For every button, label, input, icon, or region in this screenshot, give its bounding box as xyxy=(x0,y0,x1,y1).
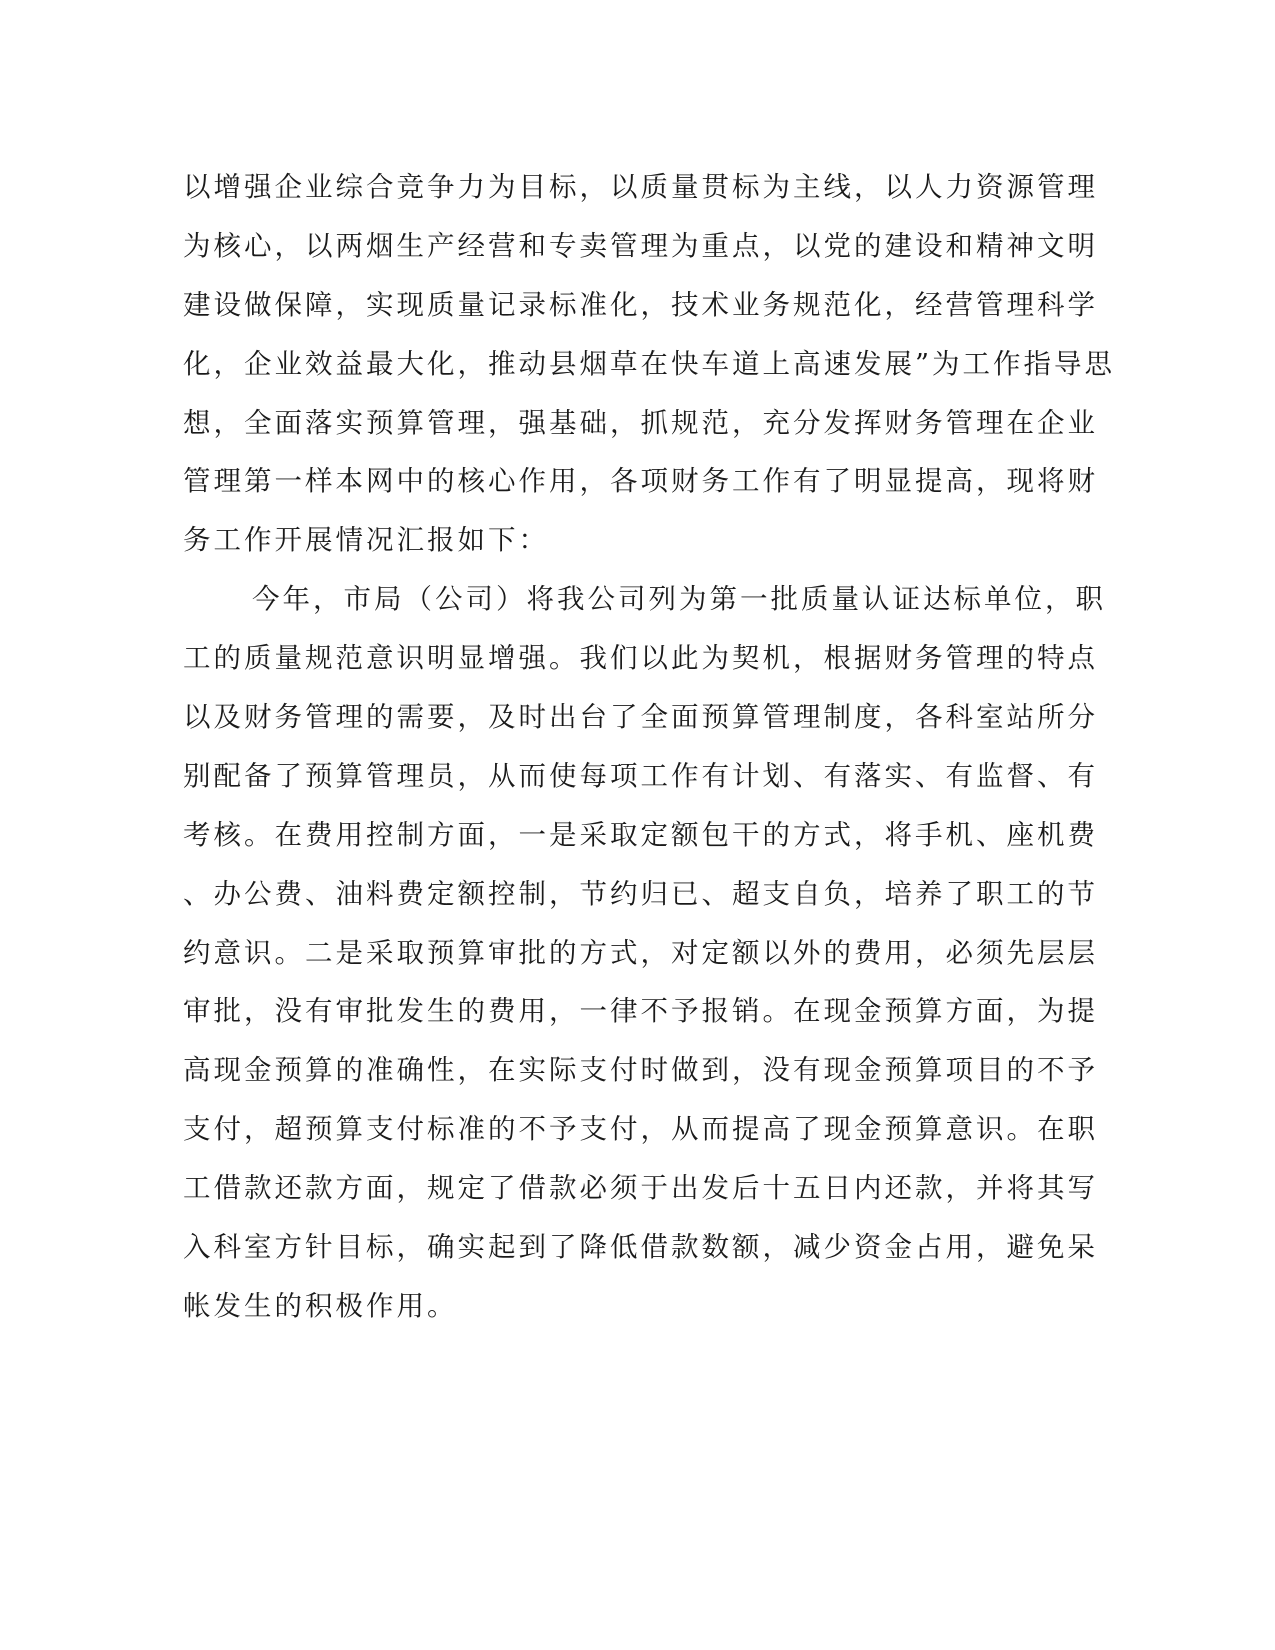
text-line: 以增强企业综合竞争力为目标，以质量贯标为主线，以人力资源管理 xyxy=(183,171,1098,203)
text-line: 入科室方针目标，确实起到了降低借款数额，减少资金占用，避免呆 xyxy=(183,1231,1098,1264)
paragraph-2 xyxy=(183,570,1106,1336)
text-line: 管理第一样本网中的核心作用，各项财务工作有了明显提高，现将财 xyxy=(183,465,1098,498)
text-line: 以及财务管理的需要，及时出台了全面预算管理制度，各科室站所分 xyxy=(183,701,1098,734)
text-line: 为核心，以两烟生产经营和专卖管理为重点，以党的建设和精神文明 xyxy=(183,229,1098,262)
text-line-indented: 今年，市局（公司）将我公司列为第一批质量认证达标单位，职 xyxy=(252,583,1106,616)
text-line: 务工作开展情况汇报如下： xyxy=(183,524,549,557)
text-line: 化，企业效益最大化，推动县烟草在快车道上高速发展”为工作指导思 xyxy=(183,347,1116,380)
text-line: 帐发生的积极作用。 xyxy=(183,1289,458,1322)
paragraph-1 xyxy=(183,158,1116,570)
text-line: 、办公费、油料费定额控制，节约归已、超支自负，培养了职工的节 xyxy=(183,877,1098,910)
text-line: 工借款还款方面，规定了借款必须于出发后十五日内还款，并将其写 xyxy=(183,1172,1098,1205)
text-line: 建设做保障，实现质量记录标准化，技术业务规范化，经营管理科学 xyxy=(183,288,1098,321)
text-line: 工的质量规范意识明显增强。我们以此为契机，根据财务管理的特点 xyxy=(183,642,1098,675)
text-line: 考核。在费用控制方面，一是采取定额包干的方式，将手机、座机费 xyxy=(183,818,1098,851)
text-line: 支付，超预算支付标准的不予支付，从而提高了现金预算意识。在职 xyxy=(183,1113,1098,1146)
text-line: 高现金预算的准确性，在实际支付时做到，没有现金预算项目的不予 xyxy=(183,1054,1098,1087)
text-line: 约意识。二是采取预算审批的方式，对定额以外的费用，必须先层层 xyxy=(183,936,1098,969)
body-text xyxy=(183,158,1116,1336)
text-line: 别配备了预算管理员，从而使每项工作有计划、有落实、有监督、有 xyxy=(183,759,1098,792)
text-line: 审批，没有审批发生的费用，一律不予报销。在现金预算方面，为提 xyxy=(183,995,1098,1028)
text-line: 想，全面落实预算管理，强基础，抓规范，充分发挥财务管理在企业 xyxy=(183,406,1098,439)
